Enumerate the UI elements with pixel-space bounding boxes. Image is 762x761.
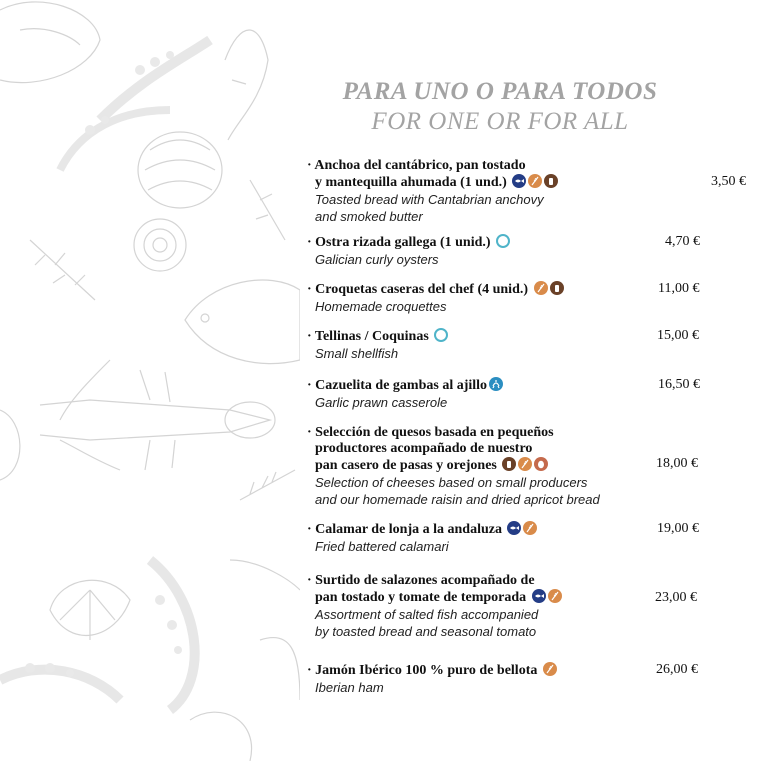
gluten-icon xyxy=(523,521,537,535)
egg-icon xyxy=(534,457,548,471)
menu-item xyxy=(307,234,727,268)
dish-description: Toasted bread with Cantabrian anchovy and smoked butter xyxy=(315,192,544,224)
dish-name: · Ostra rizada gallega (1 unid.) xyxy=(307,234,727,251)
fish-icon xyxy=(507,521,521,535)
dish-name-line: y mantequilla ahumada (1 und.) xyxy=(315,175,507,190)
milk-icon xyxy=(550,281,564,295)
dish-name: · Surtido de salazones acompañado de pan tostado y tomate de temporada xyxy=(307,573,727,606)
crustacean-icon xyxy=(489,377,503,391)
dish-description: Small shellfish xyxy=(315,346,399,361)
dish-name: · Anchoa del cantábrico, pan tostado y mantequilla ahumada (1 und.) xyxy=(307,158,727,191)
dish-price: 4,70 € xyxy=(665,234,700,249)
dish-name: · Calamar de lonja a la andaluza xyxy=(307,521,727,538)
dish-price: 19,00 € xyxy=(657,521,699,536)
dish-name: · Croquetas caseras del chef (4 unid.) xyxy=(307,281,727,298)
dish-description: Homemade croquettes xyxy=(315,299,447,314)
dish-description: Fried battered calamari xyxy=(315,539,449,554)
dish-description: Selection of cheeses based on small producers and our homemade raisin and dried apricot bread xyxy=(315,475,600,507)
dish-description: Galician curly oysters xyxy=(315,252,439,267)
dish-name: · Cazuelita de gambas al ajillo xyxy=(307,377,727,394)
dish-price: 18,00 € xyxy=(656,456,698,471)
dish-description: Assortment of salted fish accompanied by toasted bread and seasonal tomato xyxy=(315,607,539,639)
fish-icon xyxy=(532,589,546,603)
menu-section-subtitle: FOR ONE OR FOR ALL xyxy=(371,108,629,135)
gluten-icon xyxy=(528,174,542,188)
menu-item xyxy=(307,158,727,225)
dish-price: 26,00 € xyxy=(656,662,698,677)
mollusc-icon xyxy=(434,328,448,342)
dish-name: · Tellinas / Coquinas xyxy=(307,328,727,345)
menu-section-title: PARA UNO O PARA TODOS xyxy=(342,78,658,105)
dish-name: · Jamón Ibérico 100 % puro de bellota xyxy=(307,662,727,679)
gluten-icon xyxy=(518,457,532,471)
sea-life-illustration xyxy=(0,0,300,761)
dish-description: Iberian ham xyxy=(315,680,384,695)
dish-price: 15,00 € xyxy=(657,328,699,343)
gluten-icon xyxy=(548,589,562,603)
dish-price: 23,00 € xyxy=(655,590,697,605)
milk-icon xyxy=(502,457,516,471)
dish-price: 3,50 € xyxy=(711,174,746,189)
gluten-icon xyxy=(534,281,548,295)
milk-icon xyxy=(544,174,558,188)
gluten-icon xyxy=(543,662,557,676)
mollusc-icon xyxy=(496,234,510,248)
dish-description: Garlic prawn casserole xyxy=(315,395,448,410)
dish-price: 16,50 € xyxy=(658,377,700,392)
menu-item xyxy=(307,573,727,640)
fish-icon xyxy=(512,174,526,188)
dish-price: 11,00 € xyxy=(658,281,700,296)
dish-name: · Selección de quesos basada en pequeños productores acompañado de nuestro pan casero de pasas y orejones xyxy=(307,425,554,473)
